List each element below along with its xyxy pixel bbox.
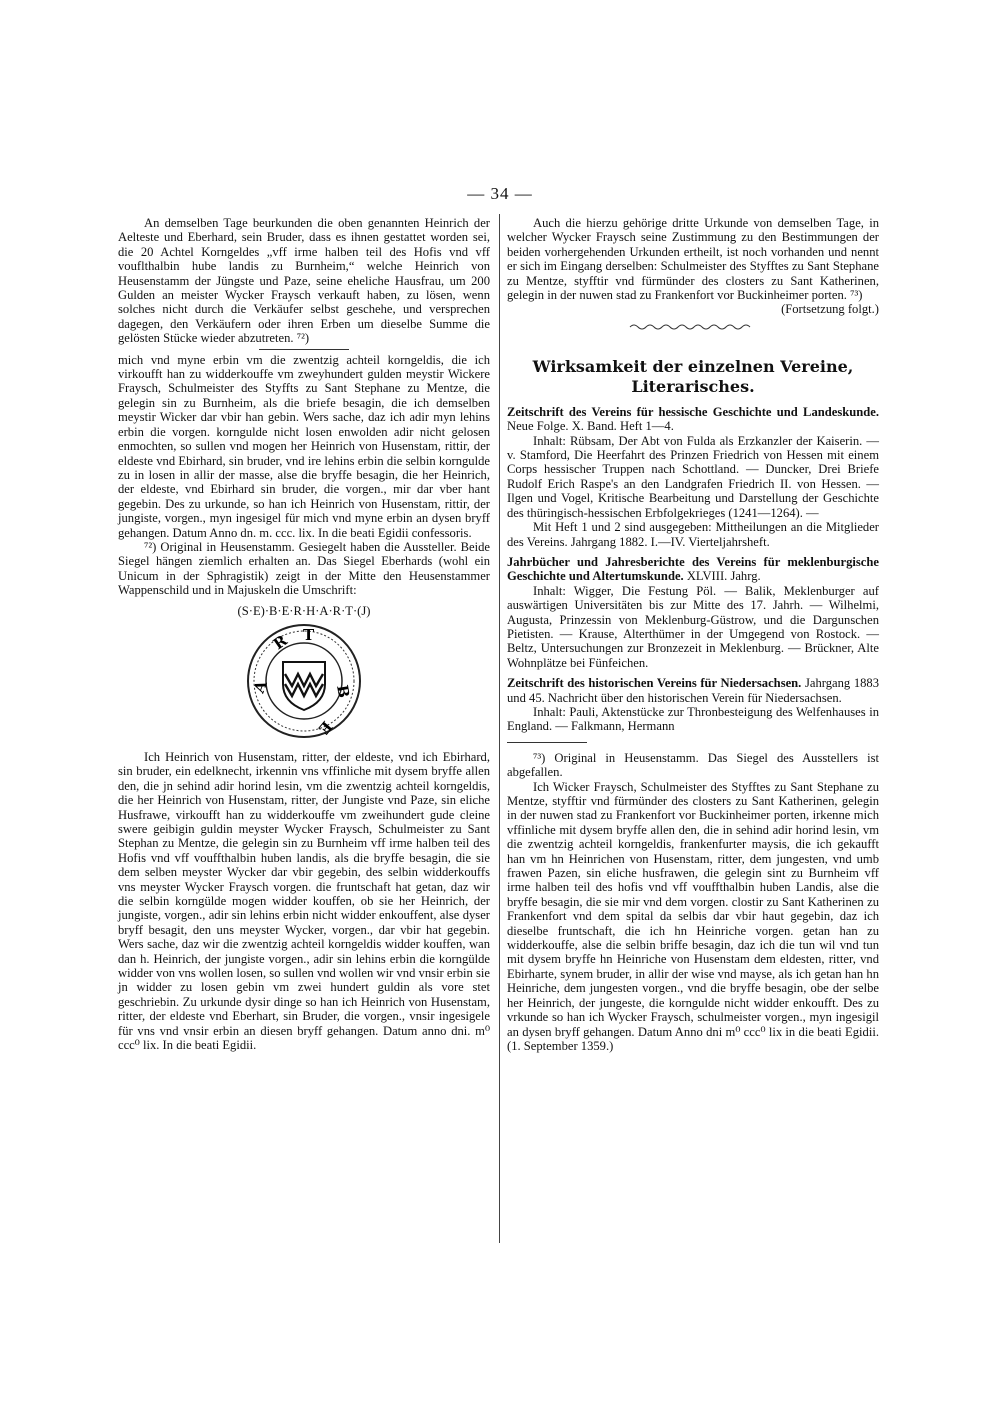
section-2-subtitle: XLVIII. Jahrg. (683, 569, 761, 584)
decorative-wave-rule (507, 321, 879, 335)
left-quote-paragraph: mich vnd myne erbin vm die zwentzig achteil korngeldis, die ich virkoufft han zu widderkouffe vm zweyhundert gulden meystir Wickere Fraysch, Schulmeister des Styffts zu Sant Stephane zu Mentze, die gelegin sin zu Burnheim, als die briefe besagin, die ich demselben meystir Wicker dar vbir han gebin. Wers sache, daz ich adir myn lehins erbin die vorgen. korngulde nicht losen enwolden adir nicht gelosen enmochten, so sullen vnd mogen her Heinrich von Husenstam, rittir, der eldeste vnd Ebirhard, sin bruder, vnd ire lehins erbin die selbin korngulde zu in losen in allir der masse, alse die bryffe besagin, die her Heinrich, der eldeste, vnd Ebirhard sin bruder, die vorgen., mir dar vber hant gegebin. Des zu urkunde, so han ich Heinrich von Husenstam, rittir, der jungiste, vorgen., myn ingesigel für mich vnd myne erbin an dysen bryff gehangen. Datum Anno dn. m. ccc. lix. In die beati Egidii confessoris. (118, 352, 490, 540)
section-heading: Wirksamkeit der einzelnen Vereine, Literarisches. (532, 356, 854, 396)
short-rule (259, 349, 349, 350)
section-3-subtitle: Jahrgang 1883 und 45. Nachricht über den historischen Verein für Niedersachsen. (507, 676, 880, 705)
left-column (118, 216, 490, 1053)
left-intro-paragraph: An demselben Tage beurkunden die oben genannten Heinrich der Aelteste und Eberhard, sein Bruder, dass es ihnen gestattet worden sei, die 20 Achtel Korngeldes „vff irme halben teil des Hofis vnd vff vouflthalbin hube landis zu Burnheim,“ welche Heinrich von Heusenstamm der Jüngste und Paze, seine eheliche Hausfrau, um 200 Gulden an meister Wycker Fraysch verkauft haben, zu lösen, wenn solches nicht durch die Verkäufer selbst geschehe, und versprechen dagegen, den Verkäufern oder ihren Erben um dieselbe Summe die gelösten Stücke wieder abzutreten. ⁷²) (118, 216, 490, 346)
right-column (507, 216, 879, 1053)
seal-inscription: (S·E)·B·E·R·H·A·R·T·(J) (237, 603, 371, 618)
column-divider (499, 214, 500, 1243)
section-1-subtitle: Neue Folge. X. Band. Heft 1—4. (507, 419, 674, 434)
section-1-title: Zeitschrift des Vereins für hessische Geschichte und Landeskunde. (507, 404, 879, 419)
page-number: — 34 — (467, 184, 533, 203)
left-main-paragraph: Ich Heinrich von Husenstam, ritter, der eldeste, vnd ich Ebirhard, sin bruder, ein edelknecht, irkennin vns vffinliche mit dysem bryffe allen den, die jn sehind adir horind lesin, vm die zwentzig achteil korngeldis, die her Heinrich von Husenstam, ritter, der Jungiste vnd Paze, sin eliche Husfrawe, virkoufft han zu widderkouffe vm zweihundert gude cleine swere geibigin guldin meyster Wycker Fraysch, Schulmeister zu Sant Stephan zu Mentze, die gelegin sin zu Burnheim vff irme halben teil des Hofis vnd vff vouffthalbin huben landis, als die bryffe besagin, die sie dem selben meyster Wycker dar vbir gegebin, des selbin widderkouffs vns meyster Wycker Fraysch vorgen. die fruntschaft hat getan, daz wir die selbin korngülde mogen widder kouffen, ob sie her Heinrich, der jungiste, vorgen., adir sin lehins erbin nicht widder enkouffent, alse dyser bryff besagit, den uns meyster Wycker, vorgen., dar vbir hat gegebin. Wers sache, daz wir die zwentzig achteil korngeldis widder kouffen, wan dan h. Heinrich, der jungiste vorgen., adir sin lehins erbin die korngülde widder von vns wollen losen, so sullen vnd wollen wir vnd vnsir erbin sie jn widder zu losen gebin vm zwei hundert guldin als vore stet geschriebin. Zu urkunde dysir dinge so han ich Heinrich von Husenstam, ritter, der eldeste vnd Eberhart, sin Bruder, die vorgen., vnsir ingesigele für vns vnd vnsir erbin an diesen bryff gehangen. Datum anno dni. m⁰ ccc⁰ lix. In die beati Egidii. (118, 749, 490, 1053)
footnote-73: ⁷³) Original in Heusenstamm. Das Siegel des Ausstellers ist abgefallen. (507, 750, 879, 780)
footnote-73-text: Ich Wicker Fraysch, Schulmeister des Styfftes zu Sant Stephane zu Mentze, styfftir vnd fürmünder des closters zu Sant Katherinen, gelegin in der nuwen stad zu Frankenfort vor Buckinheimer porten, irkenne mich vffinliche mit dysem bryffe allen den, die in sehind adir horind lesin, vm die zwentzig achteil korngeldis, frankenfurter maysis, die ich gekaufft han vm hn Heinrichen von Husenstam, ritter, dem jungesten, vnd umb frawen Pazen, sin eliche husfrawen, die gelegin sint zu Burnheim vff irme halben teil des hofis vnd vff vouffthalbin huben Landis, alse die bryffe besagin, die sie mir vnd dem vorgen. clostir zu Sant Katherinen zu Frankenfort vnd dem spital da selbis dar vbir haut gegebin, daz ich dieselbe fruntschaft, die ich hn Heinriche vorgen. getan han zu widderkouffe, alse die selbin briffe besagin, daz ich die tun wil vnd tun mit dysem bryffe hn Heinriche von Husenstam dem eldesten, ritter, vnd Ebirharte, synem bruder, in allir der wise vnd mayse, als ich getan han hn Heinriche, dem jungesten vorgen., vnd die bryffe besagin, obe der selbe her Heinrich, der jungeste, die korngulde nicht widder enkoufft. Des zu vrkunde so han ich Wycker Fraysch, schulmeister vorgen., myn ingesigil an dysen bryff gehangen. Datum Anno dni m⁰ ccc⁰ lix in die beati Egidii. (1. September 1359.) (507, 779, 879, 1053)
section-1 (507, 405, 879, 434)
section-3-body: Inhalt: Pauli, Aktenstücke zur Thronbesteigung des Welfenhauses in England. — Falkmann, Hermann (507, 704, 879, 734)
section-3 (507, 676, 879, 705)
footnote-72: ⁷²) Original in Heusenstamm. Gesiegelt haben die Aussteller. Beide Siegel hängen ziemlich erhalten an. Das Siegel Eberhards (wohl ein Unicum in der Sphragistik) zeigt in der Mitte den Heusenstammer Wappenschild und in Majuskeln die Umschrift: (118, 539, 490, 598)
footnote-rule (507, 742, 587, 743)
right-intro-paragraph: Auch die hierzu gehörige dritte Urkunde von demselben Tage, in welcher Wycker Fraysch seine Zustimmung zu den Bestimmungen der beiden vorhergehenden Urkunden ertheilt, ist noch vorhanden und nennt er sich im Eingang derselben: Schulmeister des Styfftes zu Sant Stephane zu Mentze, styfftir vnd fürmünder des closters zu Sant Katherinen, gelegin in der nuwen stad zu Frankenfort vor Buckinheimer porten. ⁷³) (507, 216, 879, 303)
seal-letter: A (249, 678, 271, 696)
continued-note: (Fortsetzung folgt.) (781, 302, 879, 317)
seal-letter: E (314, 717, 336, 738)
section-2-body: Inhalt: Wigger, Die Festung Pöl. — Balik, Meklenburger auf auswärtigen Universitäten bis zur Mitte des 17. Jahrh. — Wilhelmi, Augusta, Prinzessin von Meklenburg-Güstrow, und die Dargunschen Pietisten. — Krause, Alterthümer in der Umgegend von Rostock. — Beltz, Untersuchungen zur Bronzezeit in Meklenburg. — Brückner, Alte Wohnplätze bei Fünfeichen. (507, 583, 879, 670)
seal-letter: T (303, 625, 315, 644)
section-2 (507, 555, 879, 584)
section-1-note: Mit Heft 1 und 2 sind ausgegeben: Mittheilungen an die Mitglieder des Vereins. Jahrgang 1882. I.—IV. Vierteljahrsheft. (507, 520, 879, 549)
seal-letter: R (269, 631, 291, 654)
section-2-title: Jahrbücher und Jahresberichte des Vereins für meklenburgische Geschichte und Altertumskunde. (507, 554, 879, 584)
seal-letter: B (333, 683, 353, 700)
seal-image (245, 622, 363, 740)
section-3-title: Zeitschrift des historischen Vereins für Niedersachsen. (507, 676, 802, 691)
section-1-body: Inhalt: Rübsam, Der Abt von Fulda als Erzkanzler der Kaiserin. — v. Stamford, Die Heerfahrt des Prinzen Friedrich von Hessen mit einem Corps hessischer Truppen nach Schottland. — Duncker, Drei Briefe Rudolf Erich Raspe's an den Landgrafen Friedrich II. von Hessen. — Ilgen und Vogel, Kritische Bearbeitung und Darstellung der Geschichte des thüringisch-hessischen Erbfolgekrieges (1241—1264). — (507, 433, 879, 520)
